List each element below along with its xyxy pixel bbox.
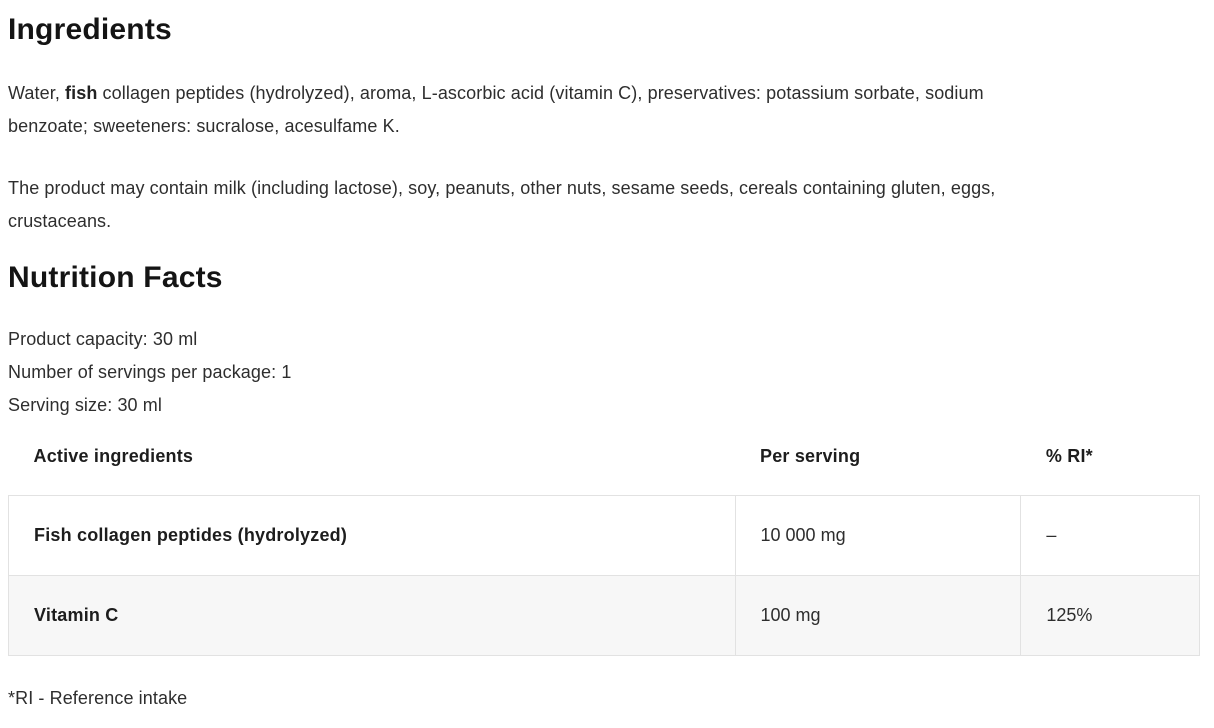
serving-info — [8, 323, 1200, 422]
ingredient-name-cell: Fish collagen peptides (hydrolyzed) — [9, 496, 736, 576]
composition-suffix: collagen peptides (hydrolyzed), aroma, L-ascorbic acid (vitamin C), preservatives: potassium sorbate, sodium benzoate; sweeteners: sucralose, acesulfame K. — [8, 83, 984, 136]
nutrition-table — [8, 436, 1200, 656]
nutrition-facts-title: Nutrition Facts — [8, 261, 223, 294]
ri-footnote: *RI - Reference intake — [8, 688, 188, 708]
per-serving-cell: 100 mg — [735, 576, 1021, 656]
ingredients-composition — [8, 77, 1043, 143]
serving-size-line: Serving size: 30 ml — [8, 395, 162, 415]
allergen-notice: The product may contain milk (including lactose), soy, peanuts, other nuts, sesame seeds, cereals containing gluten, eggs, crustaceans. — [8, 178, 996, 231]
table-header-row — [9, 436, 1200, 496]
ingredients-title: Ingredients — [8, 13, 172, 46]
ri-percent-cell: – — [1021, 496, 1200, 576]
per-serving-cell: 10 000 mg — [735, 496, 1021, 576]
composition-bold-word: fish — [65, 83, 98, 103]
ingredient-name-cell: Vitamin C — [9, 576, 736, 656]
table-row-vitamin-c — [9, 576, 1200, 656]
column-header-active-ingredients: Active ingredients — [33, 446, 194, 466]
column-header-ri: % RI* — [1045, 446, 1093, 466]
product-capacity-line: Product capacity: 30 ml — [8, 329, 198, 349]
composition-prefix: Water, — [8, 83, 66, 103]
table-row-fish-collagen — [9, 496, 1200, 576]
ri-percent-cell: 125% — [1021, 576, 1200, 656]
column-header-per-serving: Per serving — [760, 446, 861, 466]
servings-per-package-line: Number of servings per package: 1 — [8, 362, 292, 382]
